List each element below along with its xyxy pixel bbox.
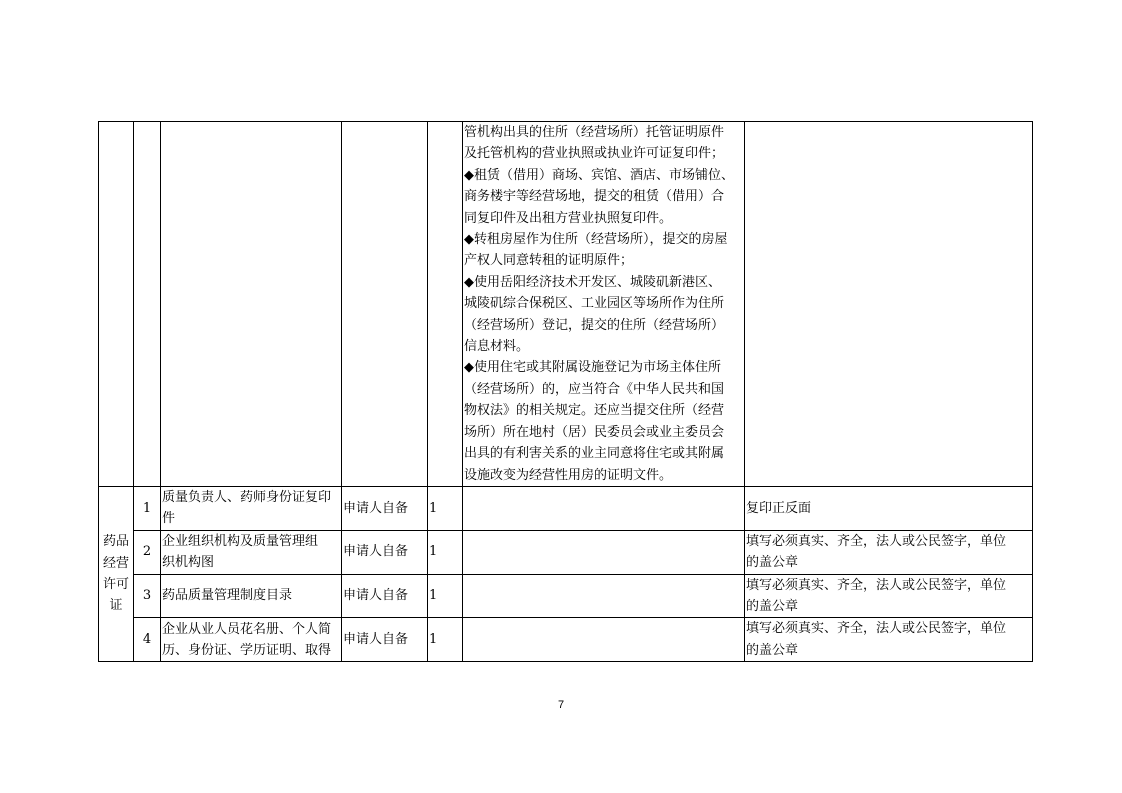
material-source: 申请人自备 <box>342 530 428 574</box>
desc-line: ◆使用住宅或其附属设施登记为市场主体住所 <box>464 360 721 376</box>
material-line: 药品质量管理制度目录 <box>162 588 293 604</box>
desc-line: 场所）所在地村（居）民委员会或业主委员会 <box>464 424 725 440</box>
empty-cell <box>99 122 134 487</box>
continuation-row <box>99 122 1033 487</box>
material-name <box>161 486 342 530</box>
description <box>463 486 745 530</box>
copies: 1 <box>428 574 463 618</box>
desc-line: ◆转租房屋作为住所（经营场所），提交的房屋 <box>464 232 728 248</box>
table-row <box>99 530 1033 574</box>
remark-line: 的盖公章 <box>746 555 799 571</box>
empty-cell <box>342 122 428 487</box>
desc-line: （经营场所）登记，提交的住所（经营场所） <box>464 317 725 333</box>
row-number: 2 <box>134 530 161 574</box>
empty-cell <box>134 122 161 487</box>
material-line: 件 <box>162 511 176 527</box>
material-line: 质量负责人、药师身份证复印 <box>162 489 332 505</box>
desc-line: 及托管机构的营业执照或执业许可证复印件； <box>464 146 725 162</box>
remark <box>745 486 1033 530</box>
copies: 1 <box>428 530 463 574</box>
remark-line: 填写必须真实、齐全，法人或公民签字，单位 <box>746 533 1007 549</box>
desc-line: ◆租赁（借用）商场、宾馆、酒店、市场铺位、 <box>464 167 734 183</box>
row-number: 4 <box>134 618 161 662</box>
table-row <box>99 618 1033 662</box>
material-source: 申请人自备 <box>342 574 428 618</box>
category-line: 许可 <box>102 577 129 593</box>
material-line: 历、身份证、学历证明、取得 <box>162 643 332 659</box>
material-name <box>161 618 342 662</box>
remark-line: 的盖公章 <box>746 642 799 658</box>
category-line: 药品 <box>102 534 129 550</box>
remark <box>745 530 1033 574</box>
category-cell <box>99 486 134 661</box>
desc-line: 信息材料。 <box>464 339 530 355</box>
category-line: 证 <box>109 598 123 614</box>
empty-cell <box>428 122 463 487</box>
desc-line: 管机构出具的住所（经营场所）托管证明原件 <box>464 125 725 140</box>
desc-line: 城陵矶综合保税区、工业园区等场所作为住所 <box>464 296 725 312</box>
remark-line: 的盖公章 <box>746 598 799 614</box>
row-number: 3 <box>134 574 161 618</box>
page-number: 7 <box>557 699 565 711</box>
material-line: 企业组织机构及质量管理组 <box>162 533 319 549</box>
material-name <box>161 530 342 574</box>
material-name <box>161 574 342 618</box>
material-line: 织机构图 <box>162 555 215 571</box>
desc-line: （经营场所）的，应当符合《中华人民共和国 <box>464 381 725 397</box>
category-line: 经营 <box>102 555 129 571</box>
desc-line: 商务楼宇等经营场地，提交的租赁（借用）合 <box>464 189 725 205</box>
description <box>463 530 745 574</box>
remark <box>745 618 1033 662</box>
remark-line: 复印正反面 <box>746 500 812 516</box>
remark <box>745 574 1033 618</box>
desc-line: 设施改变为经营性用房的证明文件。 <box>464 467 673 483</box>
desc-line: 同复印件及出租方营业执照复印件。 <box>464 210 673 226</box>
row-number: 1 <box>134 486 161 530</box>
material-line: 企业从业人员花名册、个人简 <box>162 621 332 637</box>
desc-line: ◆使用岳阳经济技术开发区、城陵矶新港区、 <box>464 274 721 290</box>
description <box>463 618 745 662</box>
material-clip <box>162 619 340 661</box>
desc-line: 物权法》的相关规定。还应当提交住所（经营 <box>464 403 725 419</box>
empty-cell <box>745 122 1033 487</box>
remark-line: 填写必须真实、齐全，法人或公民签字，单位 <box>746 577 1007 593</box>
desc-line: 产权人同意转租的证明原件； <box>464 253 634 269</box>
description <box>463 574 745 618</box>
copies: 1 <box>428 618 463 662</box>
material-source: 申请人自备 <box>342 618 428 662</box>
continuation-description <box>463 122 745 487</box>
table-row <box>99 574 1033 618</box>
desc-line: 出具的有利害关系的业主同意将住宅或其附属 <box>464 446 725 462</box>
empty-cell <box>161 122 342 487</box>
table-row <box>99 486 1033 530</box>
material-source: 申请人自备 <box>342 486 428 530</box>
copies: 1 <box>428 486 463 530</box>
requirements-table <box>98 121 1033 662</box>
remark-line: 填写必须真实、齐全，法人或公民签字，单位 <box>746 621 1007 637</box>
